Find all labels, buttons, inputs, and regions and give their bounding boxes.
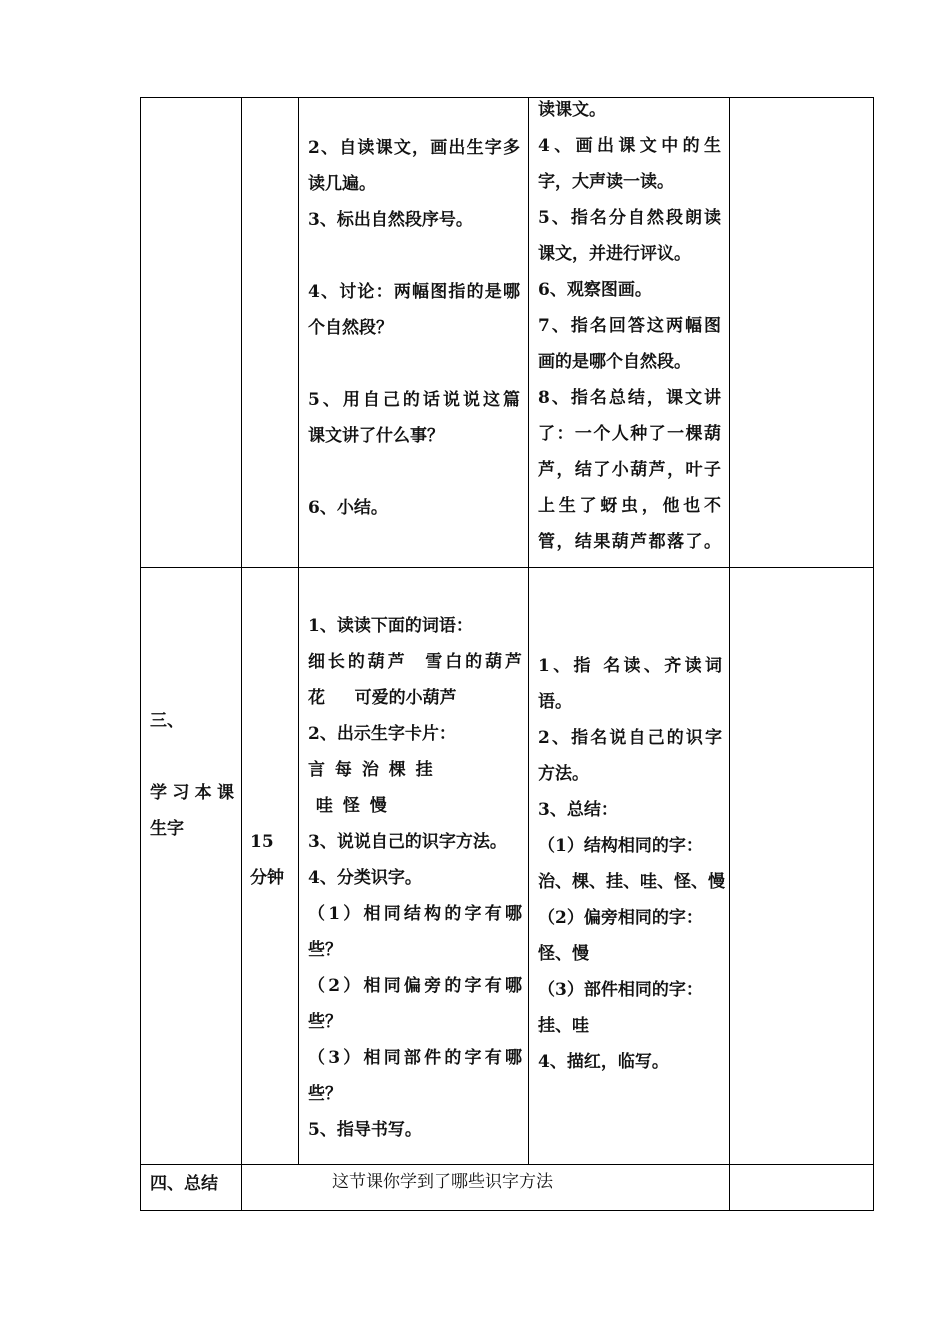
step-line: 细长的葫芦 雪白的葫芦 — [308, 652, 522, 672]
character-card-line: 哇 怪 慢 — [308, 796, 389, 816]
blank-line — [308, 454, 520, 490]
step-line: 3、说说自己的识字方法。 — [308, 832, 507, 852]
activity-line: 课文，并进行评议。 — [538, 244, 691, 264]
step-line: （3）相同部件的字有哪 — [308, 1048, 522, 1068]
summary-content-cell — [332, 1164, 632, 1200]
step-line: 个自然段？ — [308, 318, 393, 338]
step-line: （2）相同偏旁的字有哪 — [308, 976, 522, 996]
step-line: 些？ — [308, 1012, 342, 1032]
blank-line — [150, 739, 234, 775]
table-left-border — [140, 97, 141, 1211]
step-line: 5、用自己的话说说这篇 — [308, 390, 520, 410]
step-line: （1）相同结构的字有哪 — [308, 904, 522, 924]
character-card-line: 言 每 治 棵 挂 — [308, 760, 435, 780]
activity-line: 3、总结： — [538, 800, 618, 820]
activity-line: 6、观察图画。 — [538, 280, 652, 300]
summary-label: 四、总结 — [150, 1174, 218, 1194]
activity-line: 方法。 — [538, 764, 589, 784]
activity-line: 挂、哇 — [538, 1016, 589, 1036]
activity-line: 字，大声读一读。 — [538, 172, 674, 192]
section-number: 三、 — [150, 711, 184, 731]
column-divider — [241, 97, 242, 1211]
table-right-border — [873, 97, 874, 1211]
step-line: 4、讨论：两幅图指的是哪 — [308, 282, 520, 302]
activity-line: 2、指名说自己的识字 — [538, 728, 722, 748]
activity-line: 画的是哪个自然段。 — [538, 352, 691, 372]
step-line: 些？ — [308, 1084, 342, 1104]
activity-line: 治、棵、挂、哇、怪、慢 — [538, 872, 725, 892]
activity-line: 7、指名回答这两幅图 — [538, 316, 721, 336]
activity-line: 语。 — [538, 692, 572, 712]
column-divider — [528, 97, 529, 1165]
section-title-line: 学习本课 — [150, 783, 234, 803]
blank-line — [308, 346, 520, 382]
step-line: 读几遍。 — [308, 174, 376, 194]
activity-line: 4、画出课文中的生 — [538, 136, 721, 156]
step-line: 课文讲了什么事？ — [308, 426, 444, 446]
time-unit: 分钟 — [250, 868, 284, 888]
summary-content: 这节课你学到了哪些识字方法 — [332, 1172, 553, 1192]
time-value: 15 — [250, 832, 274, 852]
teaching-steps-cell — [308, 130, 520, 526]
table-top-border — [140, 97, 874, 98]
activity-line: 读课文。 — [538, 100, 606, 120]
activity-line: 了：一个人种了一棵葫 — [538, 424, 721, 444]
activity-line: 4、描红，临写。 — [538, 1052, 669, 1072]
row-divider — [140, 567, 874, 568]
step-line: 2、自读课文，画出生字多 — [308, 138, 520, 158]
summary-label-cell — [150, 1166, 234, 1202]
step-line: 3、标出自然段序号。 — [308, 210, 473, 230]
activity-line: 管，结果葫芦都落了。 — [538, 532, 721, 552]
activity-line: 芦，结了小葫芦，叶子 — [538, 460, 721, 480]
column-divider — [729, 97, 730, 1211]
step-line: 些？ — [308, 940, 342, 960]
step-line: 6、小结。 — [308, 498, 388, 518]
column-divider — [298, 97, 299, 1165]
activity-line: （1）结构相同的字： — [538, 836, 703, 856]
activity-line: 5、指名分自然段朗读 — [538, 208, 721, 228]
student-activity-cell — [538, 648, 725, 1080]
activity-line: 上生了蚜虫，他也不 — [538, 496, 721, 516]
blank-line — [308, 238, 520, 274]
step-line: 4、分类识字。 — [308, 868, 422, 888]
activity-line: （2）偏旁相同的字： — [538, 908, 703, 928]
student-activity-cell — [538, 92, 721, 560]
section-title-line: 生字 — [150, 819, 184, 839]
table-bottom-border — [140, 1210, 874, 1211]
step-line: 5、指导书写。 — [308, 1120, 422, 1140]
teaching-steps-cell — [308, 608, 522, 1148]
activity-line: 怪、慢 — [538, 944, 589, 964]
activity-line: 1、指 名读、齐读词 — [538, 656, 722, 676]
step-line: 花 可爱的小葫芦 — [308, 688, 457, 708]
activity-line: 8、指名总结，课文讲 — [538, 388, 721, 408]
step-line: 2、出示生字卡片： — [308, 724, 456, 744]
time-cell — [250, 824, 294, 896]
activity-line: （3）部件相同的字： — [538, 980, 703, 1000]
step-line: 1、读读下面的词语： — [308, 616, 473, 636]
section-label-cell — [150, 703, 234, 847]
